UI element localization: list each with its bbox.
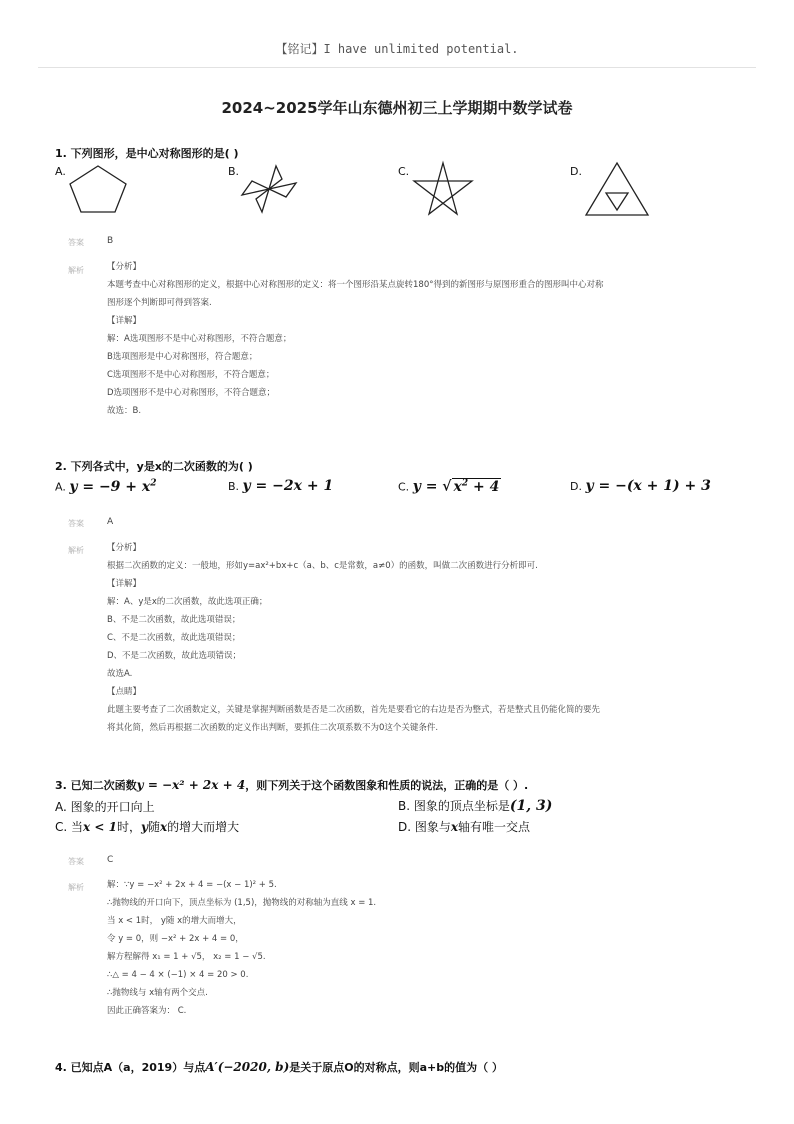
q2-analysis-label: 解析 xyxy=(68,546,84,555)
q2-answer: A xyxy=(107,517,114,527)
q1-stem: 1. 下列图形，是中心对称图形的是( ) xyxy=(55,147,239,160)
q1-answer: B xyxy=(107,236,114,246)
q3-option-c: C. 当x < 1时，y随x的增大而增大 xyxy=(55,820,240,834)
star-figure xyxy=(410,160,476,218)
pentagon-figure xyxy=(66,163,130,215)
q1-analysis-label: 解析 xyxy=(68,266,84,275)
q3-option-b: B. 图象的顶点坐标是(1, 3) xyxy=(398,798,553,814)
q1-answer-label: 答案 xyxy=(68,238,84,247)
nested-triangle-figure xyxy=(583,160,651,218)
q3-option-a: A. 图象的开口向上 xyxy=(55,800,155,814)
q1-option-c-label: C. xyxy=(398,165,410,178)
q3-analysis-label: 解析 xyxy=(68,883,84,892)
q1-option-a-label: A. xyxy=(55,165,66,178)
pinwheel-figure xyxy=(236,163,302,215)
header-motto: 【铭记】I have unlimited potential. xyxy=(275,42,519,56)
page-title: 2024~2025学年山东德州初三上学期期中数学试卷 xyxy=(221,99,573,117)
q3-stem: 3. 已知二次函数y = −x² + 2x + 4，则下列关于这个函数图象和性质的说法，正确的是（ ）. xyxy=(55,778,529,792)
q3-answer-label: 答案 xyxy=(68,857,84,866)
q2-solution: 【分析】 根据二次函数的定义：一般地，形如y=ax²+bx+c（a、b、c是常数，a≠0）的函数，叫做二次函数进行分析即可. 【详解】 解：A、y是x的二次函数，故此选项正确； B、不是二次函数，故此选项错误； C、不是二次函数，故此选项错误； D、不是二次函数，故此选项错误； 故选A. 【点睛】 此题主要考查了二次函数定义，关键是掌握判断函数是否是二次函数，首先是要看它的右边是否为整式，若是整式且仍能化简的要先 将其化简，然后再根据二次函数的定义作出判断，要抓住二次项系数不为0这个关键条件. xyxy=(107,543,601,733)
q1-solution: 【分析】 本题考查中心对称图形的定义，根据中心对称图形的定义：将一个图形沿某点旋转180°得到的新图形与原图形重合的图形叫中心对称 图形逐个判断即可得到答案. 【详解】 解：A选项图形不是中心对称图形，不符合题意； B选项图形是中心对称图形，符合题意； C选项图形不是中心对称图形，不符合题意； D选项图形不是中心对称图形，不符合题意； 故选：B. xyxy=(107,262,604,416)
q4-stem: 4. 已知点A（a，2019）与点A′(−2020, b)是关于原点O的对称点，则a+b的值为（ ） xyxy=(55,1060,503,1074)
q1-option-d-label: D. xyxy=(570,165,582,178)
q2-option-b: B. y = −2x + 1 xyxy=(228,478,334,494)
q3-answer: C xyxy=(107,855,114,865)
q2-answer-label: 答案 xyxy=(68,519,84,528)
q2-option-c: C. y = √ $x^2 + 4$ xyxy=(398,478,500,495)
q3-solution: 解：∵y = −x² + 2x + 4 = −(x − 1)² + 5. ∴抛物线的开口向下，顶点坐标为 (1,5)，抛物线的对称轴为直线 x = 1. 当 x < 1时， y随 x的增大而增大， 令 y = 0，则 −x² + 2x + 4 = 0， 解方程解得 x₁ = 1 + √5， x₂ = 1 − √5. ∴△ = 4 − 4 × (−1) × 4 = 20 > 0. ∴抛物线与 x轴有两个交点. 因此正确答案为： C. xyxy=(107,880,377,1016)
q3-option-d: D. 图象与x轴有唯一交点 xyxy=(398,820,531,834)
q2-option-a: A. $y = -9 + x^2$ xyxy=(55,478,157,495)
q1-option-b-label: B. xyxy=(228,165,240,178)
header-divider xyxy=(38,67,756,68)
q2-option-d: D. y = −(x + 1) + 3 xyxy=(570,478,711,494)
q2-stem: 2. 下列各式中，y是x的二次函数的为( ) xyxy=(55,460,253,473)
